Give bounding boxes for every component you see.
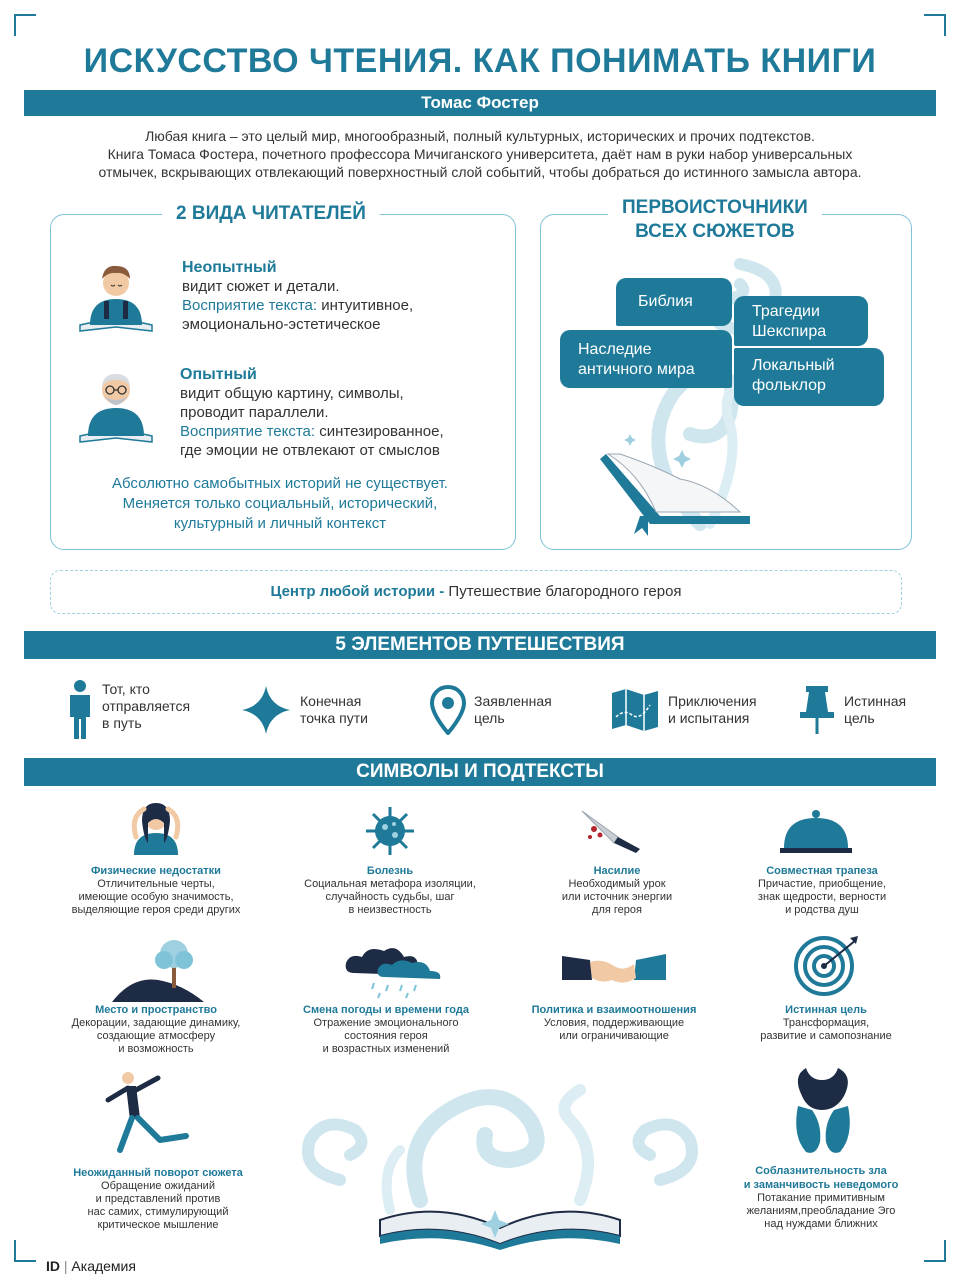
symbol-desc-line: Причастие, приобщение, [757,878,886,890]
symbol-desc-line: и возможность [118,1043,194,1055]
symbol-desc-line: Отражение эмоционального [313,1017,459,1029]
source-folklore-line: фольклор [752,377,826,394]
symbol-desc-line: Декорации, задающие динамику, [71,1017,241,1029]
story-center-box [50,570,902,614]
quote-line: Абсолютно самобытных историй не существует. [112,475,448,492]
symbol-title: Совместная трапеза [766,865,878,877]
novice-line: видит сюжет и детали. [182,278,340,295]
source-antique-line: Наследие [578,341,652,358]
step-label-line: Тот, кто [102,680,150,697]
step-label-line: и испытания [668,710,750,726]
symbol-desc-line: состояния героя [344,1030,428,1042]
symbol-title: Смена погоды и времени года [303,1004,469,1016]
step-label-line: Заявленная [474,693,552,709]
symbol-desc-line: имеющие особую значимость, [78,891,234,903]
temptation-figures-icon [792,1066,854,1156]
source-antique-line: античного мира [578,361,695,378]
readers-quote [62,474,498,534]
symbol-desc-line: выделяющие героя среди других [71,904,241,916]
journey-step-adventures [610,680,757,740]
symbol-title: Насилие [593,865,641,877]
symbol-politics [499,1003,729,1043]
source-antique [560,330,732,388]
open-book-swirl-illustration [280,1060,720,1250]
pushpin-icon [798,684,836,736]
sources-heading-line: ПЕРВОИСТОЧНИКИ [622,197,808,218]
symbol-illness [275,864,505,917]
corner-top-right [924,14,946,36]
symbol-title: Место и пространство [95,1004,217,1016]
novice-reader-text [182,259,502,334]
expert-name: Опытный [180,366,257,383]
corner-bottom-left [14,1240,36,1262]
story-center-value: Путешествие благородного героя [444,583,682,600]
symbol-desc-line: случайность судьбы, шаг [325,891,455,903]
symbol-title: Физические недостатки [91,865,221,877]
symbol-title: Политика и взаимоотношения [531,1004,697,1016]
source-folklore [734,348,884,406]
sources-heading-line: ВСЕХ СЮЖЕТОВ [635,221,795,242]
symbol-violence [502,864,732,917]
storm-clouds-icon [344,943,448,999]
symbol-desc-line: критическое мышление [97,1219,219,1231]
journey-step-true-goal [798,680,906,740]
symbol-desc-line: и представлений против [95,1193,221,1205]
step-label [474,693,552,727]
symbol-true-goal [711,1003,941,1043]
novice-perception-label: Восприятие текста: [182,297,318,314]
novice-name: Неопытный [182,259,277,276]
symbol-desc-line: для героя [592,904,642,916]
symbol-desc-line: Обращение ожиданий [101,1180,215,1192]
expert-line: видит общую картину, символы, [180,385,404,402]
step-label [102,681,190,732]
intro-line: отмычек, вскрывающих отвлекающий поверхностный слой событий, чтобы добраться до истинного замысла автора. [98,164,862,180]
symbol-desc-line: или источник энергии [561,891,673,903]
person-icon [66,679,94,741]
step-label [300,693,368,727]
novice-reader-icon [76,255,156,335]
corner-top-left [14,14,36,36]
symbols-heading: СИМВОЛЫ И ПОДТЕКСТЫ [24,758,936,786]
symbol-desc-line: создающие атмосферу [96,1030,216,1042]
corner-bottom-right [924,1240,946,1262]
intro-line: Любая книга – это целый мир, многообразный, полный культурных, исторических и прочих подтекстов. [145,128,815,144]
source-shakespeare-line: Трагедии [752,303,820,320]
expert-perception-value: синтезированное, [315,423,444,440]
step-label-line: точка пути [300,710,368,726]
symbol-desc-line: Трансформация, [782,1017,870,1029]
symbol-desc-line: Социальная метафора изоляции, [304,878,476,890]
step-label-line: Истинная [844,693,907,709]
expert-perception-label: Восприятие текста: [180,423,316,440]
symbol-desc-line: Условия, поддерживающие [543,1017,685,1029]
journey-step-stated-goal [430,680,552,740]
symbol-desc-line: и родства душ [785,904,859,916]
virus-icon [364,805,416,857]
journey-heading: 5 ЭЛЕМЕНТОВ ПУТЕШЕСТВИЯ [24,631,936,659]
source-folklore-line: Локальный [752,357,835,374]
symbol-desc-line: над нуждами ближних [764,1218,878,1230]
step-label [668,693,757,727]
map-icon [610,687,660,733]
handshake-icon [562,950,666,990]
symbol-desc-line: в неизвестность [348,904,432,916]
expert-reader-icon [76,362,156,446]
symbol-title: Истинная цель [785,1004,867,1016]
source-shakespeare-line: Шекспира [752,323,827,340]
expert-desc [180,384,500,460]
symbol-desc-line: нас самих, стимулирующий [87,1206,229,1218]
symbol-desc-line: или ограничивающие [559,1030,669,1042]
publisher-logo: ID | Академия [46,1258,136,1274]
publisher-logo-mark: ID [46,1258,60,1274]
knife-icon [578,807,646,853]
novice-desc [182,277,502,334]
target-icon [792,934,862,998]
symbol-shared-meal [707,864,937,917]
step-label [844,693,906,727]
step-label-line: Приключения [668,693,757,709]
story-center-label: Центр любой истории - [270,583,445,600]
falling-man-icon [100,1070,196,1160]
author-bar: Томас Фостер [24,90,936,116]
symbol-desc-line: Потакание примитивным [757,1192,885,1204]
source-shakespeare [734,296,868,346]
step-label-line: цель [844,710,875,726]
novice-perception-value: интуитивное, [317,297,414,314]
source-bible-label: Библия [638,293,693,310]
symbol-desc-line: знак щедрости, верности [757,891,887,903]
location-pin-icon [430,685,466,735]
journey-step-endpoint [240,680,368,740]
symbol-place-space [41,1003,271,1056]
expert-reader-text [180,366,500,460]
physical-flaws-icon [124,797,188,855]
step-label-line: отправляется [102,697,191,714]
step-label-line: цель [474,710,505,726]
quote-line: культурный и личный контекст [173,515,387,532]
source-bible [616,278,732,326]
sources-heading [608,196,822,244]
page-title: ИСКУССТВО ЧТЕНИЯ. КАК ПОНИМАТЬ КНИГИ [83,42,877,80]
symbol-title: Неожиданный поворот сюжета [73,1167,243,1179]
expert-line: проводит параллели. [180,404,329,421]
symbol-physical-flaws [41,864,271,917]
symbol-title: Болезнь [366,865,414,877]
step-label-line: Конечная [300,693,362,709]
intro-line: Книга Томаса Фостера, почетного профессора Мичиганского университета, даёт нам в руки набор универсальных [107,146,853,162]
readers-heading: 2 ВИДА ЧИТАТЕЛЕЙ [162,203,380,225]
journey-step-traveler [66,680,190,740]
symbol-title: и заманчивость неведомого [743,1179,899,1191]
symbol-temptation [706,1164,936,1231]
novice-line: эмоционально-эстетическое [182,316,381,333]
step-label-line: в путь [102,714,142,731]
tree-landscape-icon [112,936,204,1002]
symbol-plot-twist [43,1166,273,1232]
symbol-weather [271,1003,501,1056]
symbol-desc-line: Необходимый урок [568,878,666,890]
intro-text [40,127,920,181]
symbol-desc-line: и возрастных изменений [322,1043,450,1055]
star-icon [240,684,292,736]
publisher-brand: Академия [71,1258,136,1274]
symbol-desc-line: Отличительные черты, [97,878,215,890]
quote-line: Меняется только социальный, исторический, [122,495,438,512]
expert-line: где эмоции не отвлекают от смыслов [180,442,440,459]
symbol-title: Соблазнительность зла [755,1165,887,1177]
cloche-icon [778,808,854,856]
symbol-desc-line: развитие и самопознание [760,1030,892,1042]
symbol-desc-line: желаниям,преобладание Эго [746,1205,896,1217]
